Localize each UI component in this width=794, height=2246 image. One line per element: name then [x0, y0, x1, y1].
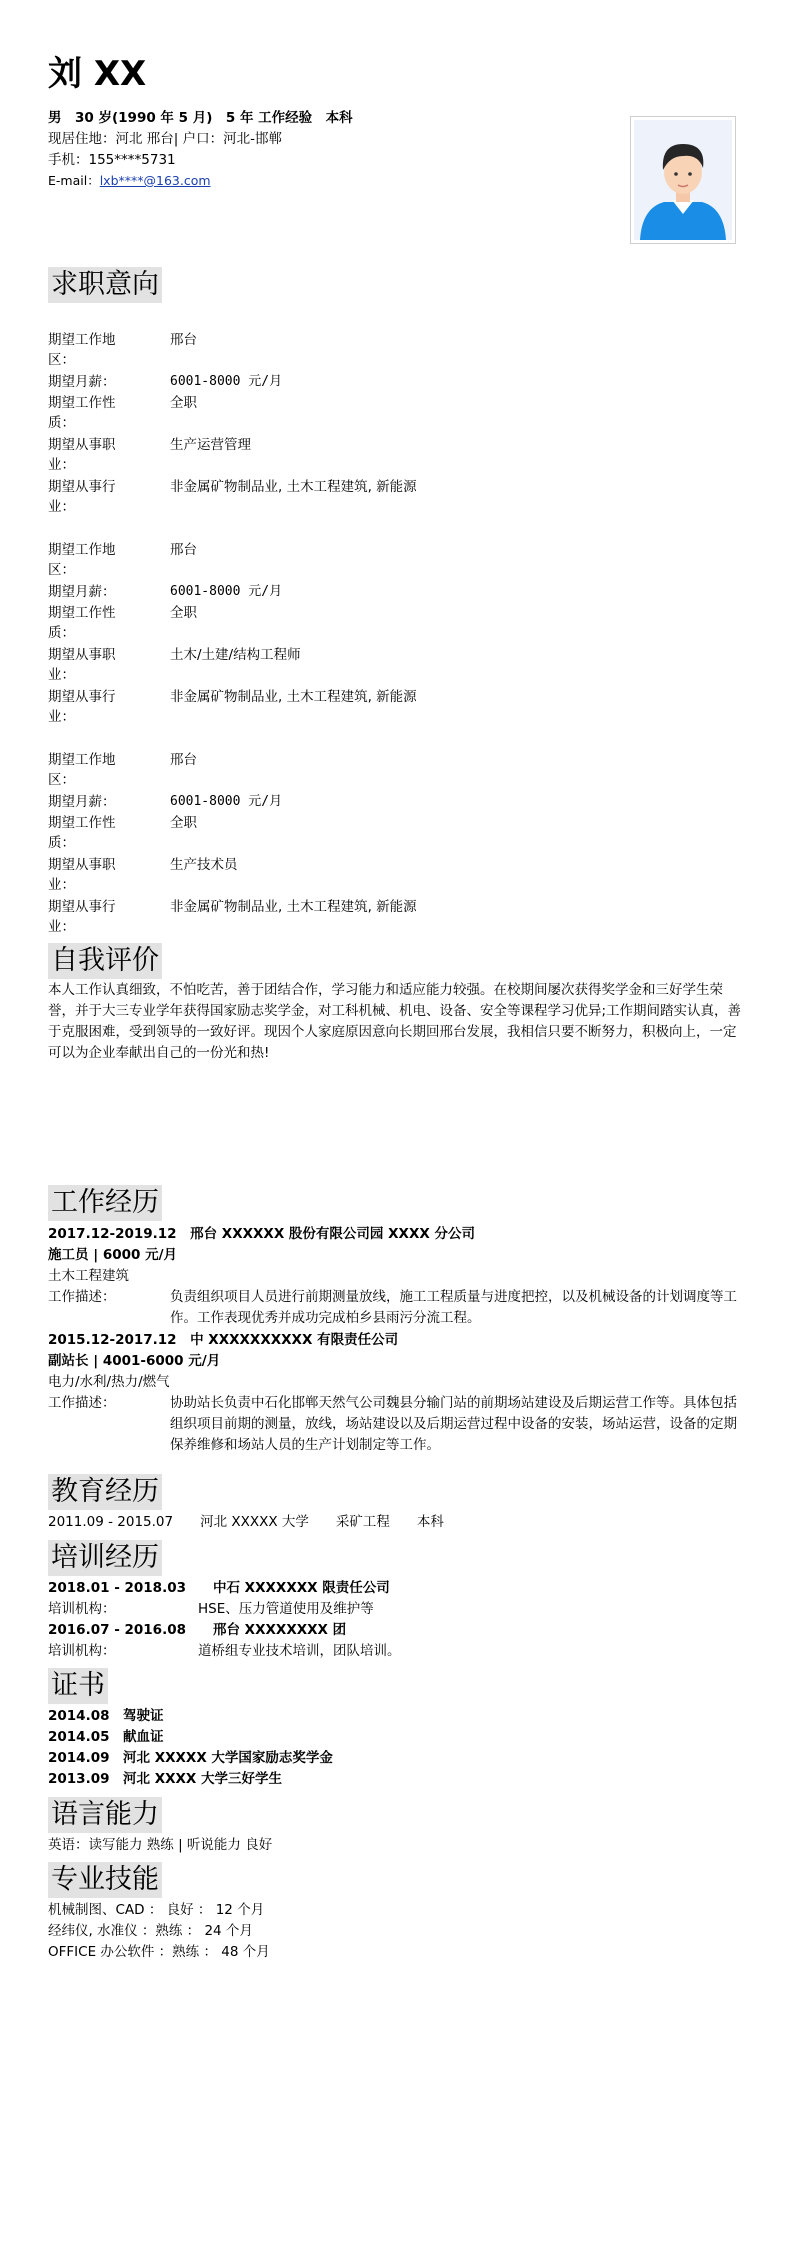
certificate-item: 2013.09 河北 XXXX 大学三好学生: [48, 1771, 283, 1787]
work-title-salary: 副站长 | 4001-6000 元/月: [48, 1353, 221, 1369]
intent-salary: 6001-8000 元/月: [170, 794, 283, 809]
intent-nature: 全职: [170, 605, 197, 621]
section-title-work: 工作经历: [48, 1185, 162, 1221]
intent-industry: 非金属矿物制品业, 土木工程建筑, 新能源: [170, 899, 417, 915]
label-position: 期望从事职业：: [48, 647, 116, 683]
work-description: 负责组织项目人员进行前期测量放线，施工工程质量与进度把控，以及机械设备的计划调度等工作。工作表现优秀并成功完成柏乡县雨污分流工程。: [170, 1289, 737, 1326]
skill-item: OFFICE 办公软件 ：熟练 ： 48 个月: [48, 1944, 270, 1960]
section-title-training: 培训经历: [48, 1540, 162, 1576]
intent-location: 邢台: [170, 752, 197, 768]
candidate-name: 刘 XX: [48, 54, 147, 94]
intent-nature: 全职: [170, 395, 197, 411]
training-content: 道桥组专业技术培训，团队培训。: [198, 1643, 401, 1659]
work-period-company: 2017.12-2019.12 邢台 XXXXXX 股份有限公司园 XXXX 分公司: [48, 1226, 475, 1242]
section-title-skills: 专业技能: [48, 1862, 162, 1898]
language-entry: 英语：读写能力 熟练 | 听说能力 良好: [48, 1837, 273, 1853]
intent-industry: 非金属矿物制品业, 土木工程建筑, 新能源: [170, 689, 417, 705]
certificate-item: 2014.05 献血证: [48, 1729, 164, 1745]
label-location: 期望工作地区：: [48, 542, 116, 578]
skill-item: 经纬仪, 水准仪 ：熟练 ： 24 个月: [48, 1923, 253, 1939]
certificate-item: 2014.09 河北 XXXXX 大学国家励志奖学金: [48, 1750, 333, 1766]
label-industry: 期望从事行业：: [48, 689, 116, 725]
skill-item: 机械制图、CAD ： 良好 ： 12 个月: [48, 1902, 265, 1918]
label-industry: 期望从事行业：: [48, 479, 116, 515]
section-title-certificates: 证书: [48, 1668, 108, 1704]
label-industry: 期望从事行业：: [48, 899, 116, 935]
self-evaluation-text: 本人工作认真细致，不怕吃苦，善于团结合作，学习能力和适应能力较强。在校期间屡次获得奖学金和三好学生荣誉，并于大三专业学年获得国家励志奖学金，对工科机械、机电、设备、安全等课程学习优异;工作期间踏实认真，善于克服困难，受到领导的一致好评。现因个人家庭原因意向长期回邢台发展，我相信只要不断努力，积极向上，一定可以为企业奉献出自己的一份光和热!: [48, 982, 742, 1061]
label-salary: 期望月薪：: [48, 584, 116, 600]
training-period-org: 2018.01 - 2018.03 中石 XXXXXXX 限责任公司: [48, 1580, 390, 1596]
email-link[interactable]: lxb****@163.com: [99, 173, 211, 188]
work-title-salary: 施工员 | 6000 元/月: [48, 1247, 178, 1263]
section-title-education: 教育经历: [48, 1474, 162, 1510]
education-entry: 2011.09 - 2015.07 河北 XXXXX 大学 采矿工程 本科: [48, 1514, 444, 1530]
label-nature: 期望工作性质：: [48, 395, 116, 431]
section-title-intent: 求职意向: [48, 267, 162, 303]
intent-position: 生产运营管理: [170, 437, 251, 453]
label-location: 期望工作地区：: [48, 752, 116, 788]
intent-industry: 非金属矿物制品业, 土木工程建筑, 新能源: [170, 479, 417, 495]
training-label: 培训机构：: [48, 1643, 116, 1659]
label-salary: 期望月薪：: [48, 374, 116, 390]
work-description: 协助站长负责中石化邯郸天然气公司魏县分输门站的前期场站建设及后期运营工作等。具体包括组织项目前期的测量，放线，场站建设以及后期运营过程中设备的安装，场站运营，设备的定期保养维修和场站人员的生产计划制定等工作。: [170, 1395, 737, 1453]
basic-info: 男 30 岁(1990 年 5 月) 5 年 工作经验 本科: [48, 110, 353, 126]
intent-nature: 全职: [170, 815, 197, 831]
profile-photo: [630, 116, 736, 244]
intent-location: 邢台: [170, 542, 197, 558]
intent-position: 土木/土建/结构工程师: [170, 647, 301, 663]
label-position: 期望从事职业：: [48, 857, 116, 893]
intent-position: 生产技术员: [170, 857, 238, 873]
training-label: 培训机构：: [48, 1601, 116, 1617]
avatar-icon: [634, 120, 732, 240]
certificate-item: 2014.08 驾驶证: [48, 1708, 164, 1724]
section-title-self-eval: 自我评价: [48, 943, 162, 979]
work-desc-label: 工作描述：: [48, 1289, 116, 1305]
label-position: 期望从事职业：: [48, 437, 116, 473]
phone-info: 手机：155****5731: [48, 152, 176, 168]
label-nature: 期望工作性质：: [48, 815, 116, 851]
label-location: 期望工作地区：: [48, 332, 116, 368]
email-label: E-mail：: [48, 173, 100, 188]
residence-info: 现居住地：河北 邢台| 户口：河北-邯郸: [48, 131, 283, 147]
work-period-company: 2015.12-2017.12 中 XXXXXXXXXX 有限责任公司: [48, 1332, 399, 1348]
section-title-language: 语言能力: [48, 1797, 162, 1833]
intent-salary: 6001-8000 元/月: [170, 374, 283, 389]
work-industry: 电力/水利/热力/燃气: [48, 1374, 170, 1390]
intent-location: 邢台: [170, 332, 197, 348]
work-industry: 土木工程建筑: [48, 1268, 129, 1284]
training-content: HSE、压力管道使用及维护等: [198, 1601, 374, 1617]
label-salary: 期望月薪：: [48, 794, 116, 810]
work-desc-label: 工作描述：: [48, 1395, 116, 1411]
label-nature: 期望工作性质：: [48, 605, 116, 641]
intent-salary: 6001-8000 元/月: [170, 584, 283, 599]
training-period-org: 2016.07 - 2016.08 邢台 XXXXXXXX 团: [48, 1622, 347, 1638]
email-row: [48, 171, 211, 191]
